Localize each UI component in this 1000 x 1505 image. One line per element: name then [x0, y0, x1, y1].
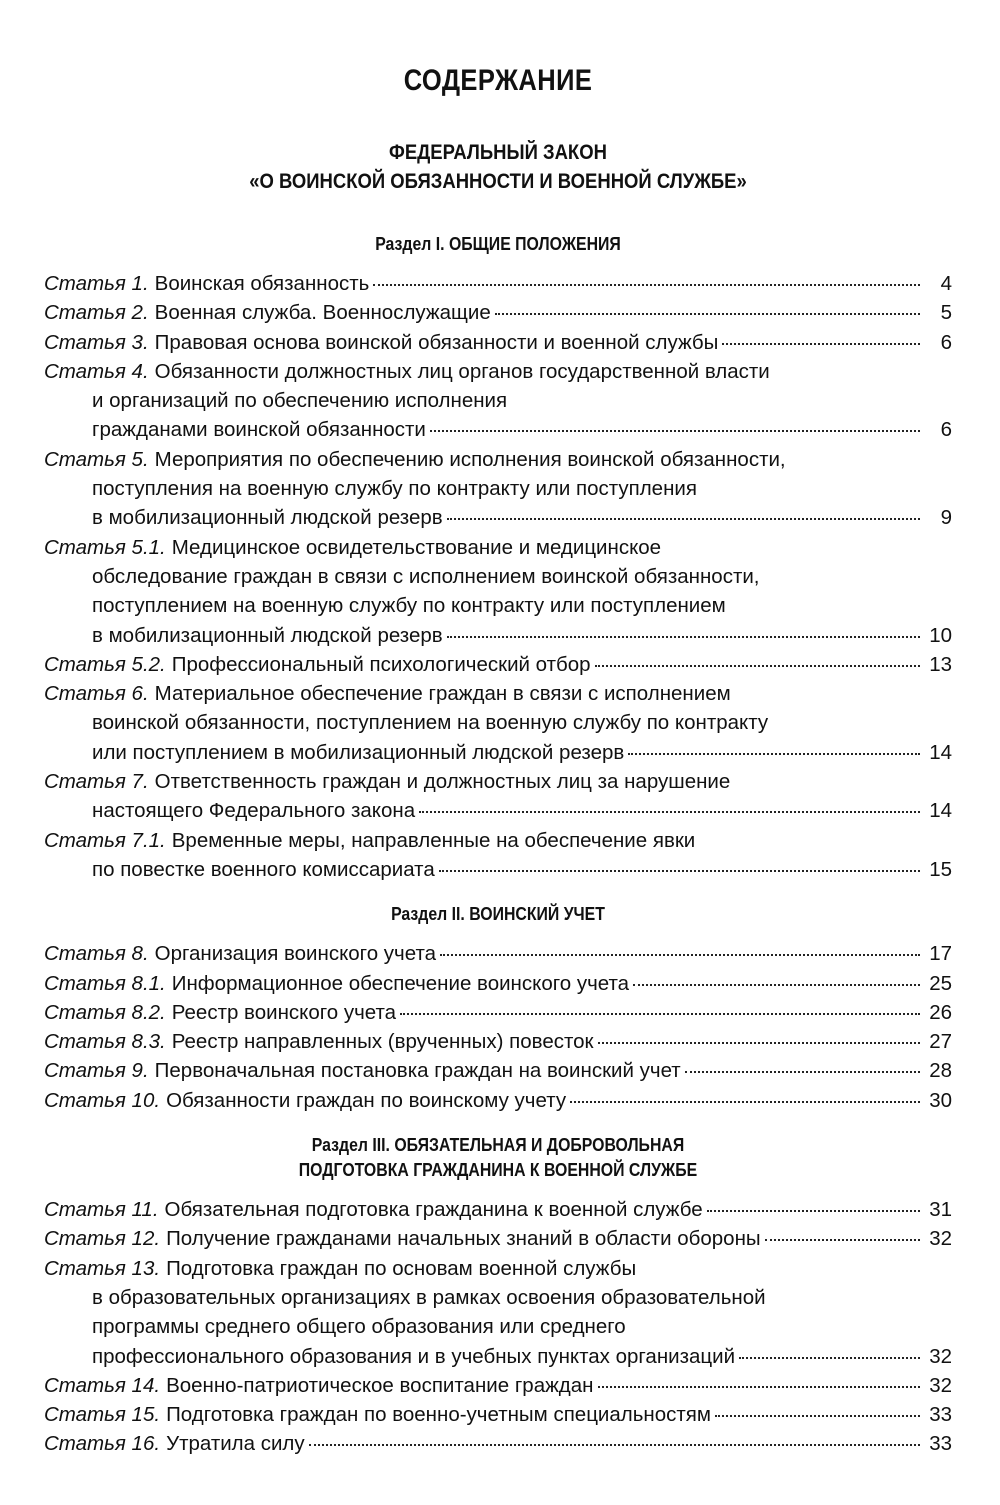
toc-entry-line — [44, 1312, 952, 1341]
toc-entry-line — [44, 708, 952, 737]
toc-entry-line — [44, 998, 952, 1027]
toc-entry — [44, 826, 952, 885]
section-heading-line: Раздел II. ВОИНСКИЙ УЧЕТ — [391, 904, 605, 925]
toc-entry-list — [44, 939, 952, 1115]
toc-entry — [44, 298, 952, 327]
page-number: 6 — [940, 418, 952, 442]
toc-entry-line — [44, 621, 952, 650]
toc-entry-line — [44, 1224, 952, 1253]
toc-entry — [44, 969, 952, 998]
article-number: Статья 15. — [44, 1403, 161, 1427]
toc-entry-line — [44, 1371, 952, 1400]
article-number: Статья 5.2. — [44, 652, 166, 676]
article-number: Статья 8.1. — [44, 971, 166, 995]
dot-leader — [722, 342, 920, 345]
law-title — [98, 138, 897, 196]
toc-entry — [44, 328, 952, 357]
article-title: Ответственность граждан и должностных лиц за нарушение — [154, 770, 731, 794]
toc-entry-line — [44, 826, 952, 855]
page-number: 5 — [940, 301, 952, 325]
article-title: Временные меры, направленные на обеспечение явки — [171, 828, 696, 852]
article-title: и организаций по обеспечению исполнения — [92, 389, 508, 413]
article-number: Статья 10. — [44, 1088, 161, 1112]
page-number: 15 — [929, 857, 952, 881]
page-number: 27 — [929, 1030, 952, 1054]
toc-entry — [44, 1400, 952, 1429]
page-number: 14 — [929, 740, 952, 764]
page-number: 9 — [940, 506, 952, 530]
toc-entry-line — [44, 796, 952, 825]
article-number: Статья 12. — [44, 1227, 161, 1251]
page-number: 26 — [929, 1000, 952, 1024]
article-title: программы среднего общего образования или среднего — [92, 1315, 626, 1339]
toc-entry — [44, 767, 952, 826]
dot-leader — [400, 1012, 920, 1015]
toc-entry-line — [44, 855, 952, 884]
toc-entry — [44, 998, 952, 1027]
toc-entry-line — [44, 738, 952, 767]
dot-leader — [765, 1238, 920, 1241]
toc-entry-line — [44, 386, 952, 415]
article-title: гражданами воинской обязанности — [92, 418, 426, 442]
article-title: Материальное обеспечение граждан в связи с исполнением — [154, 682, 731, 706]
dot-leader — [430, 429, 920, 432]
page-number: 28 — [929, 1059, 952, 1083]
toc-section — [44, 232, 952, 884]
article-title: Профессиональный психологический отбор — [171, 652, 591, 676]
toc-entry-line — [44, 357, 952, 386]
dot-leader — [439, 869, 920, 872]
dot-leader — [739, 1356, 920, 1359]
article-title: Воинская обязанность — [154, 272, 370, 295]
toc-entry — [44, 269, 952, 298]
article-number: Статья 16. — [44, 1432, 161, 1456]
page-number: 17 — [929, 942, 952, 966]
article-number: Статья 14. — [44, 1373, 161, 1397]
page-number: 13 — [929, 652, 952, 676]
article-title: Медицинское освидетельствование и медицинское — [171, 535, 662, 559]
toc-entry-line — [44, 269, 952, 298]
toc-entry — [44, 533, 952, 650]
toc-entry-line — [44, 328, 952, 357]
article-title: в мобилизационный людской резерв — [92, 623, 443, 647]
article-title: Получение гражданами начальных знаний в области обороны — [166, 1227, 761, 1251]
dot-leader — [598, 1041, 920, 1044]
article-title: Подготовка граждан по основам военной службы — [166, 1256, 637, 1280]
article-title: поступления на военную службу по контракту или поступления — [92, 477, 697, 501]
dot-leader — [447, 635, 920, 638]
section-heading-line: Раздел I. ОБЩИЕ ПОЛОЖЕНИЯ — [375, 234, 621, 254]
page-number: 31 — [929, 1198, 952, 1222]
toc-entry-line — [44, 1342, 952, 1371]
page-number: 30 — [929, 1088, 952, 1112]
article-title: Обязанности граждан по воинскому учету — [166, 1088, 567, 1112]
toc-entry-line — [44, 767, 952, 796]
page-number: 4 — [940, 272, 952, 295]
toc-section — [44, 1133, 952, 1459]
page-number: 32 — [929, 1344, 952, 1368]
toc-entry — [44, 1224, 952, 1253]
dot-leader — [419, 810, 920, 813]
page-number: 32 — [929, 1227, 952, 1251]
toc-entry-line — [44, 474, 952, 503]
page-number: 6 — [940, 330, 952, 354]
article-title: Мероприятия по обеспечению исполнения воинской обязанности, — [154, 447, 786, 471]
toc-entry-line — [44, 591, 952, 620]
toc-entry-line — [44, 445, 952, 474]
toc-entry-line — [44, 969, 952, 998]
toc-entry-line — [44, 1195, 952, 1224]
toc-entry — [44, 1371, 952, 1400]
article-title: по повестке военного комиссариата — [92, 857, 435, 881]
article-number: Статья 9. — [44, 1059, 149, 1083]
article-title: Организация воинского учета — [154, 942, 437, 966]
article-title: воинской обязанности, поступлением на военную службу по контракту — [92, 711, 769, 735]
article-title: Правовая основа воинской обязанности и военной службы — [154, 330, 719, 354]
dot-leader — [373, 283, 920, 286]
toc-entry — [44, 939, 952, 968]
article-title: Реестр направленных (врученных) повесток — [171, 1030, 594, 1054]
dot-leader — [633, 983, 920, 986]
toc-entry-line — [44, 1027, 952, 1056]
section-heading — [98, 232, 897, 257]
dot-leader — [570, 1100, 920, 1103]
article-number: Статья 1. — [44, 272, 149, 295]
article-number: Статья 8.2. — [44, 1000, 166, 1024]
toc-entry-line — [44, 939, 952, 968]
article-number: Статья 4. — [44, 359, 149, 383]
article-number: Статья 7. — [44, 770, 149, 794]
dot-leader — [595, 664, 920, 667]
dot-leader — [440, 953, 920, 956]
section-heading — [98, 1133, 897, 1183]
page-number: 25 — [929, 971, 952, 995]
article-number: Статья 6. — [44, 682, 149, 706]
article-number: Статья 2. — [44, 301, 149, 325]
toc-entry — [44, 445, 952, 533]
toc-entry — [44, 650, 952, 679]
dot-leader — [495, 312, 920, 315]
toc-section — [44, 902, 952, 1115]
toc-entry — [44, 679, 952, 767]
toc-entry-line — [44, 533, 952, 562]
article-title: Военная служба. Военнослужащие — [154, 301, 491, 325]
toc-sections — [44, 232, 952, 1459]
article-number: Статья 5. — [44, 447, 149, 471]
article-number: Статья 8.3. — [44, 1030, 166, 1054]
toc-entry-line — [44, 650, 952, 679]
toc-entry — [44, 1254, 952, 1371]
toc-entry-line — [44, 1086, 952, 1115]
toc-entry-line — [44, 1283, 952, 1312]
article-title: поступлением на военную службу по контракту или поступлением — [92, 594, 726, 618]
article-title: в образовательных организациях в рамках освоения образовательной — [92, 1285, 766, 1309]
toc-entry-line — [44, 298, 952, 327]
article-number: Статья 5.1. — [44, 535, 166, 559]
article-number: Статья 8. — [44, 942, 149, 966]
article-title: профессионального образования и в учебных пунктах организаций — [92, 1344, 736, 1368]
section-heading-line: Раздел III. ОБЯЗАТЕЛЬНАЯ И ДОБРОВОЛЬНАЯ — [311, 1135, 685, 1156]
page-number: 32 — [929, 1373, 952, 1397]
article-title: обследование граждан в связи с исполнением воинской обязанности, — [92, 564, 760, 588]
article-number: Статья 13. — [44, 1256, 161, 1280]
dot-leader — [309, 1443, 920, 1446]
article-title: или поступлением в мобилизационный людской резерв — [92, 740, 625, 764]
page-number: 10 — [929, 623, 952, 647]
toc-entry-line — [44, 415, 952, 444]
article-title: Подготовка граждан по военно-учетным специальностям — [166, 1403, 711, 1427]
dot-leader — [628, 752, 920, 755]
toc-entry-line — [44, 1254, 952, 1283]
toc-entry-line — [44, 1400, 952, 1429]
toc-entry-line — [44, 679, 952, 708]
toc-entry-line — [44, 1429, 952, 1458]
article-title: Утратила силу — [166, 1432, 305, 1456]
dot-leader — [707, 1209, 920, 1212]
toc-entry — [44, 357, 952, 445]
article-title: Военно-патриотическое воспитание граждан — [166, 1373, 594, 1397]
toc-entry — [44, 1429, 952, 1458]
page-number: 33 — [929, 1403, 952, 1427]
article-title: Реестр воинского учета — [171, 1000, 397, 1024]
article-title: настоящего Федерального закона — [92, 799, 416, 823]
article-number: Статья 11. — [44, 1198, 159, 1222]
page-number: 33 — [929, 1432, 952, 1456]
section-heading — [98, 902, 897, 927]
page-number: 14 — [929, 799, 952, 823]
article-title: Обязательная подготовка гражданина к военной службе — [164, 1198, 703, 1222]
toc-entry-line — [44, 503, 952, 532]
article-number: Статья 3. — [44, 330, 149, 354]
toc-entry-list — [44, 1195, 952, 1459]
article-title: Первоначальная постановка граждан на воинский учет — [154, 1059, 681, 1083]
section-heading-line: ПОДГОТОВКА ГРАЖДАНИНА К ВОЕННОЙ СЛУЖБЕ — [298, 1160, 698, 1181]
law-title-line-2: «О ВОИНСКОЙ ОБЯЗАННОСТИ И ВОЕННОЙ СЛУЖБЕ» — [249, 170, 747, 193]
toc-entry-line — [44, 562, 952, 591]
toc-entry-line — [44, 1056, 952, 1085]
dot-leader — [447, 517, 920, 520]
article-number: Статья 7.1. — [44, 828, 166, 852]
toc-entry-list — [44, 269, 952, 884]
article-title: Обязанности должностных лиц органов государственной власти — [154, 359, 770, 383]
toc-entry — [44, 1195, 952, 1224]
article-title: в мобилизационный людской резерв — [92, 506, 443, 530]
toc-entry — [44, 1056, 952, 1085]
law-title-line-1: ФЕДЕРАЛЬНЫЙ ЗАКОН — [389, 141, 607, 164]
toc-entry — [44, 1027, 952, 1056]
dot-leader — [598, 1385, 921, 1388]
page-title: СОДЕРЖАНИЕ — [403, 64, 593, 97]
toc-entry — [44, 1086, 952, 1115]
dot-leader — [685, 1070, 920, 1073]
article-title: Информационное обеспечение воинского учета — [171, 971, 630, 995]
dot-leader — [715, 1414, 920, 1417]
